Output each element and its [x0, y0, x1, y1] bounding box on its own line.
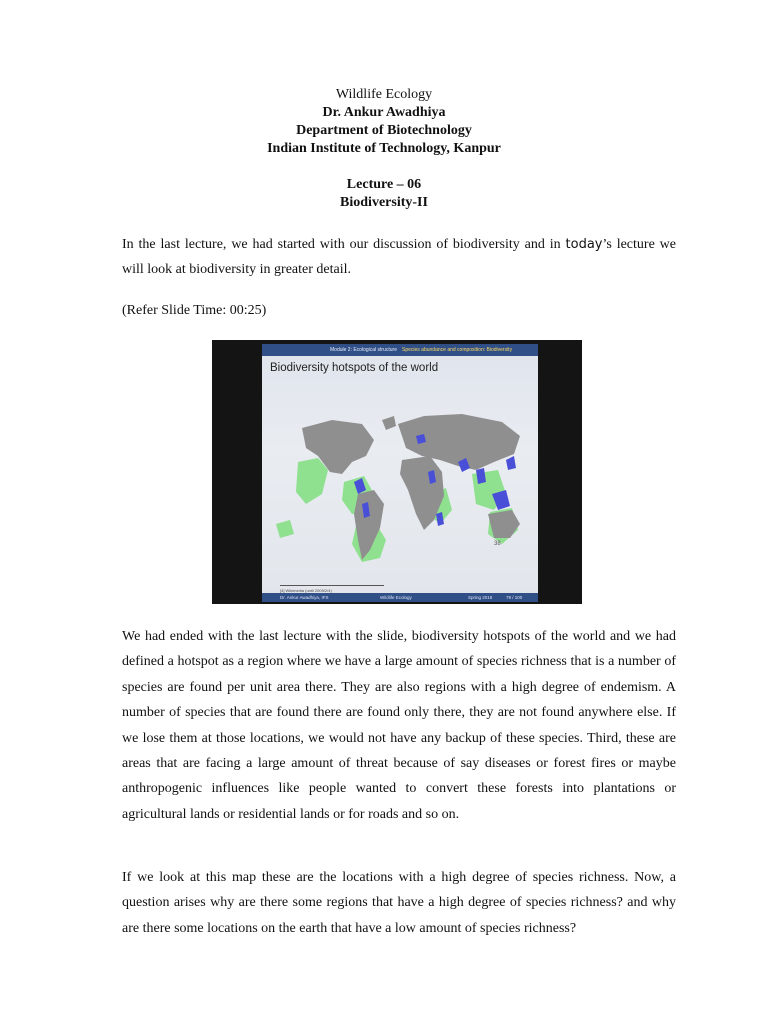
body-paragraph-1: We had ended with the last lecture with the slide, biodiversity hotspots of the world and we had defined a hotspot as a region where we have a large amount of species richness that is a number of species are found per unit area there. They are also regions with a high degree of endemism. A number of species that are found there are found only there, they are not found anywhere else. If we lose them at those locations, we would not have any backup of these species. Third, these are areas that are facing a large amount of threat because of say diseases or forest fires or maybe anthropogenic influences like people wanted to convert these forests into plantations or agricultural lands or residential lands or for roads and so on. [122, 629, 676, 822]
hotspot-region-california [296, 458, 328, 504]
lecture-number: Lecture – 06 [346, 177, 422, 192]
world-hotspot-map [262, 344, 538, 602]
intro-paragraph [122, 232, 676, 283]
slide-reference: [4] Wikimedia (until 2009/2/4) [280, 588, 332, 593]
lecture-topic: Biodiversity-II [340, 195, 428, 210]
body-paragraph-2: If we look at this map these are the locations with a high degree of species richness. Now, a question arises why are there some regions that have a high degree of species richness? and why are there some locations on the earth that have a low amount of species richness? [122, 870, 676, 936]
slide-footer-term: Spring 2018 [468, 595, 493, 600]
intro-text-start: In the last lecture, we had started with our discussion of biodiversity and in [122, 237, 566, 252]
document-header [0, 86, 768, 212]
slide-module: Module 2: Ecological structure [330, 347, 397, 353]
hotspot-blue-japan [506, 456, 516, 470]
slide-photo [212, 340, 582, 604]
instructor-name: Dr. Ankur Awadhiya [322, 105, 446, 120]
course-title: Wildlife Ecology [335, 87, 433, 102]
intro-text-today: today [565, 237, 603, 252]
slide-footer-course: Wildlife Ecology [380, 595, 412, 600]
refer-slide-time: (Refer Slide Time: 00:25) [122, 303, 267, 318]
hotspot-region-polynesia [276, 520, 294, 538]
department-name: Department of Biotechnology [296, 123, 472, 138]
slide-section: Species abundance and composition: Biodiversity [402, 347, 513, 353]
slide-footer-author: Dr. Ankur Awadhiya, IFS [280, 595, 329, 600]
slide-number: 38 [494, 541, 501, 547]
slide-footer-page: 79 / 100 [506, 595, 523, 600]
continent-greenland [382, 416, 396, 430]
slide-title: Biodiversity hotspots of the world [270, 362, 439, 374]
slide-screen [262, 344, 538, 602]
institute-name: Indian Institute of Technology, Kanpur [267, 141, 501, 156]
slide-footnote-rule [280, 585, 384, 586]
slide-footer-bar [262, 593, 538, 602]
intro-text-end: ’s lecture we will look at biodiversity in greater detail. [122, 237, 676, 278]
